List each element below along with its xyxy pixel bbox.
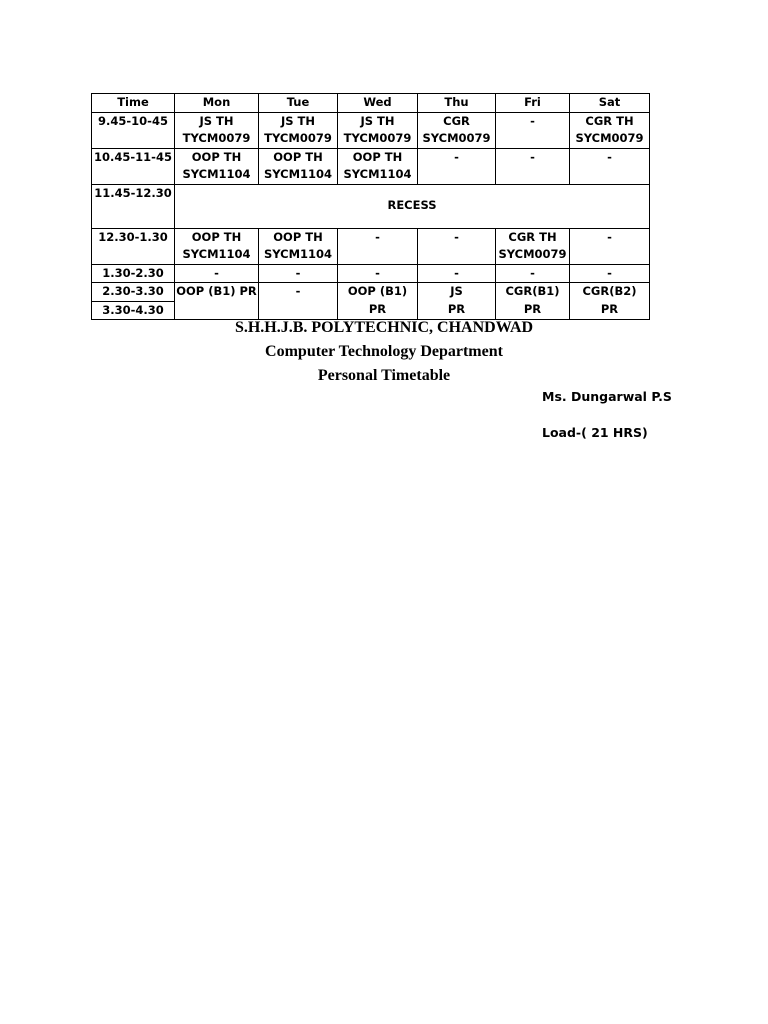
slot-cell [338, 112, 418, 148]
slot-cell [338, 283, 418, 320]
time-label: 3.30-4.30 [102, 302, 164, 317]
subject-label: OOP TH [273, 229, 323, 244]
room-label: TYCM0079 [343, 131, 412, 145]
room-label: PR [600, 301, 619, 316]
subject-label: CGR(B2) [582, 284, 637, 298]
slot-cell [175, 148, 259, 184]
subject-label: CGR TH [508, 229, 557, 244]
time-label: 9.45-10-45 [98, 113, 168, 128]
subject-label: OOP TH [352, 149, 403, 164]
slot-cell [496, 228, 570, 264]
time-label: 12.30-1.30 [98, 229, 168, 244]
slot-cell [175, 112, 259, 148]
slot-cell [175, 283, 259, 320]
table-row [92, 283, 650, 320]
subject-label: - [454, 149, 459, 164]
subject-label: OOP TH [273, 149, 323, 164]
room-label: SYCM1104 [343, 167, 412, 181]
room-label: SYCM1104 [263, 167, 333, 181]
room-label: SYCM1104 [182, 247, 251, 261]
teacher-name: Ms. Dungarwal P.S [542, 389, 672, 404]
room-label [419, 166, 494, 184]
room-label: PR [368, 301, 387, 316]
institute-name: S.H.H.J.B. POLYTECHNIC, CHANDWAD [234, 319, 534, 336]
slot-cell: - [259, 264, 338, 283]
room-label: SYCM0079 [498, 247, 567, 261]
header-row [92, 94, 650, 113]
col-header-wed: Wed [338, 94, 418, 113]
room-label: SYCM1104 [182, 167, 251, 181]
room-label: SYCM0079 [422, 131, 491, 145]
subject-label: OOP (B1) [347, 284, 408, 298]
room-label: PR [447, 301, 466, 316]
col-header-fri: Fri [496, 94, 570, 113]
room-label [497, 130, 568, 148]
col-header-sat: Sat [570, 94, 650, 113]
document-title: Personal Timetable [317, 367, 451, 384]
subject-label: OOP TH [191, 149, 242, 164]
recess-label: RECESS [387, 198, 437, 213]
room-label [339, 246, 416, 264]
slot-cell [259, 283, 338, 320]
room-label [571, 246, 648, 264]
room-label: TYCM0079 [264, 131, 332, 145]
slot-cell: - [570, 264, 650, 283]
subject-label: JS TH [199, 113, 234, 128]
slot-cell: - [496, 264, 570, 283]
slot-cell [570, 112, 650, 148]
subject-label: - [295, 284, 301, 298]
slot-cell [496, 148, 570, 184]
slot-cell [418, 228, 496, 264]
room-label: SYCM1104 [263, 247, 333, 261]
subject-label: JS TH [360, 113, 395, 128]
col-header-tue: Tue [259, 94, 338, 113]
time-cell [92, 264, 175, 283]
slot-cell [338, 228, 418, 264]
time-label: 1.30-2.30 [102, 265, 164, 280]
slot-cell [259, 148, 338, 184]
room-label [497, 166, 568, 184]
room-label: SYCM0079 [575, 131, 644, 145]
time-label: 11.45-12.30 [94, 185, 172, 200]
slot-cell [418, 112, 496, 148]
col-header-mon: Mon [175, 94, 259, 113]
table-row-recess [92, 184, 650, 228]
slot-cell: - [338, 264, 418, 283]
table-row [92, 264, 650, 283]
subject-label: - [607, 149, 612, 164]
room-label: PR [523, 301, 542, 316]
subject-label: OOP TH [191, 229, 242, 244]
slot-cell: - [175, 264, 259, 283]
time-label: 2.30-3.30 [92, 283, 174, 302]
table-row [92, 148, 650, 184]
subject-label: - [530, 113, 535, 128]
table-row [92, 228, 650, 264]
room-label [571, 166, 648, 184]
subject-label: - [607, 229, 612, 244]
slot-cell [496, 283, 570, 320]
subject-label: JS [450, 284, 463, 298]
time-cell [92, 148, 175, 184]
slot-cell [259, 228, 338, 264]
time-cell [92, 283, 175, 320]
col-header-time: Time [92, 94, 175, 113]
slot-cell [338, 148, 418, 184]
time-cell [92, 112, 175, 148]
slot-cell [570, 148, 650, 184]
slot-cell [570, 283, 650, 320]
subject-label: CGR(B1) [505, 284, 560, 298]
subject-label: CGR TH [585, 113, 634, 128]
subject-label: JS TH [280, 113, 316, 128]
subject-label: - [375, 229, 380, 244]
slot-cell [418, 148, 496, 184]
subject-label: - [454, 229, 459, 244]
table-row [92, 112, 650, 148]
room-label: TYCM0079 [182, 131, 251, 145]
slot-cell [418, 283, 496, 320]
subject-label: CGR [443, 113, 470, 128]
slot-cell: - [418, 264, 496, 283]
subject-label: OOP (B1) PR [176, 284, 257, 298]
timetable [91, 93, 650, 320]
subject-label: - [530, 149, 535, 164]
room-label [419, 246, 494, 264]
time-label: 10.45-11-45 [94, 149, 172, 164]
time-cell [92, 228, 175, 264]
recess-cell [175, 184, 650, 228]
col-header-thu: Thu [418, 94, 496, 113]
slot-cell [496, 112, 570, 148]
slot-cell [570, 228, 650, 264]
time-cell [92, 184, 175, 228]
slot-cell [175, 228, 259, 264]
department-name: Computer Technology Department [265, 343, 503, 360]
workload-label: Load-( 21 HRS) [542, 425, 648, 440]
slot-cell [259, 112, 338, 148]
